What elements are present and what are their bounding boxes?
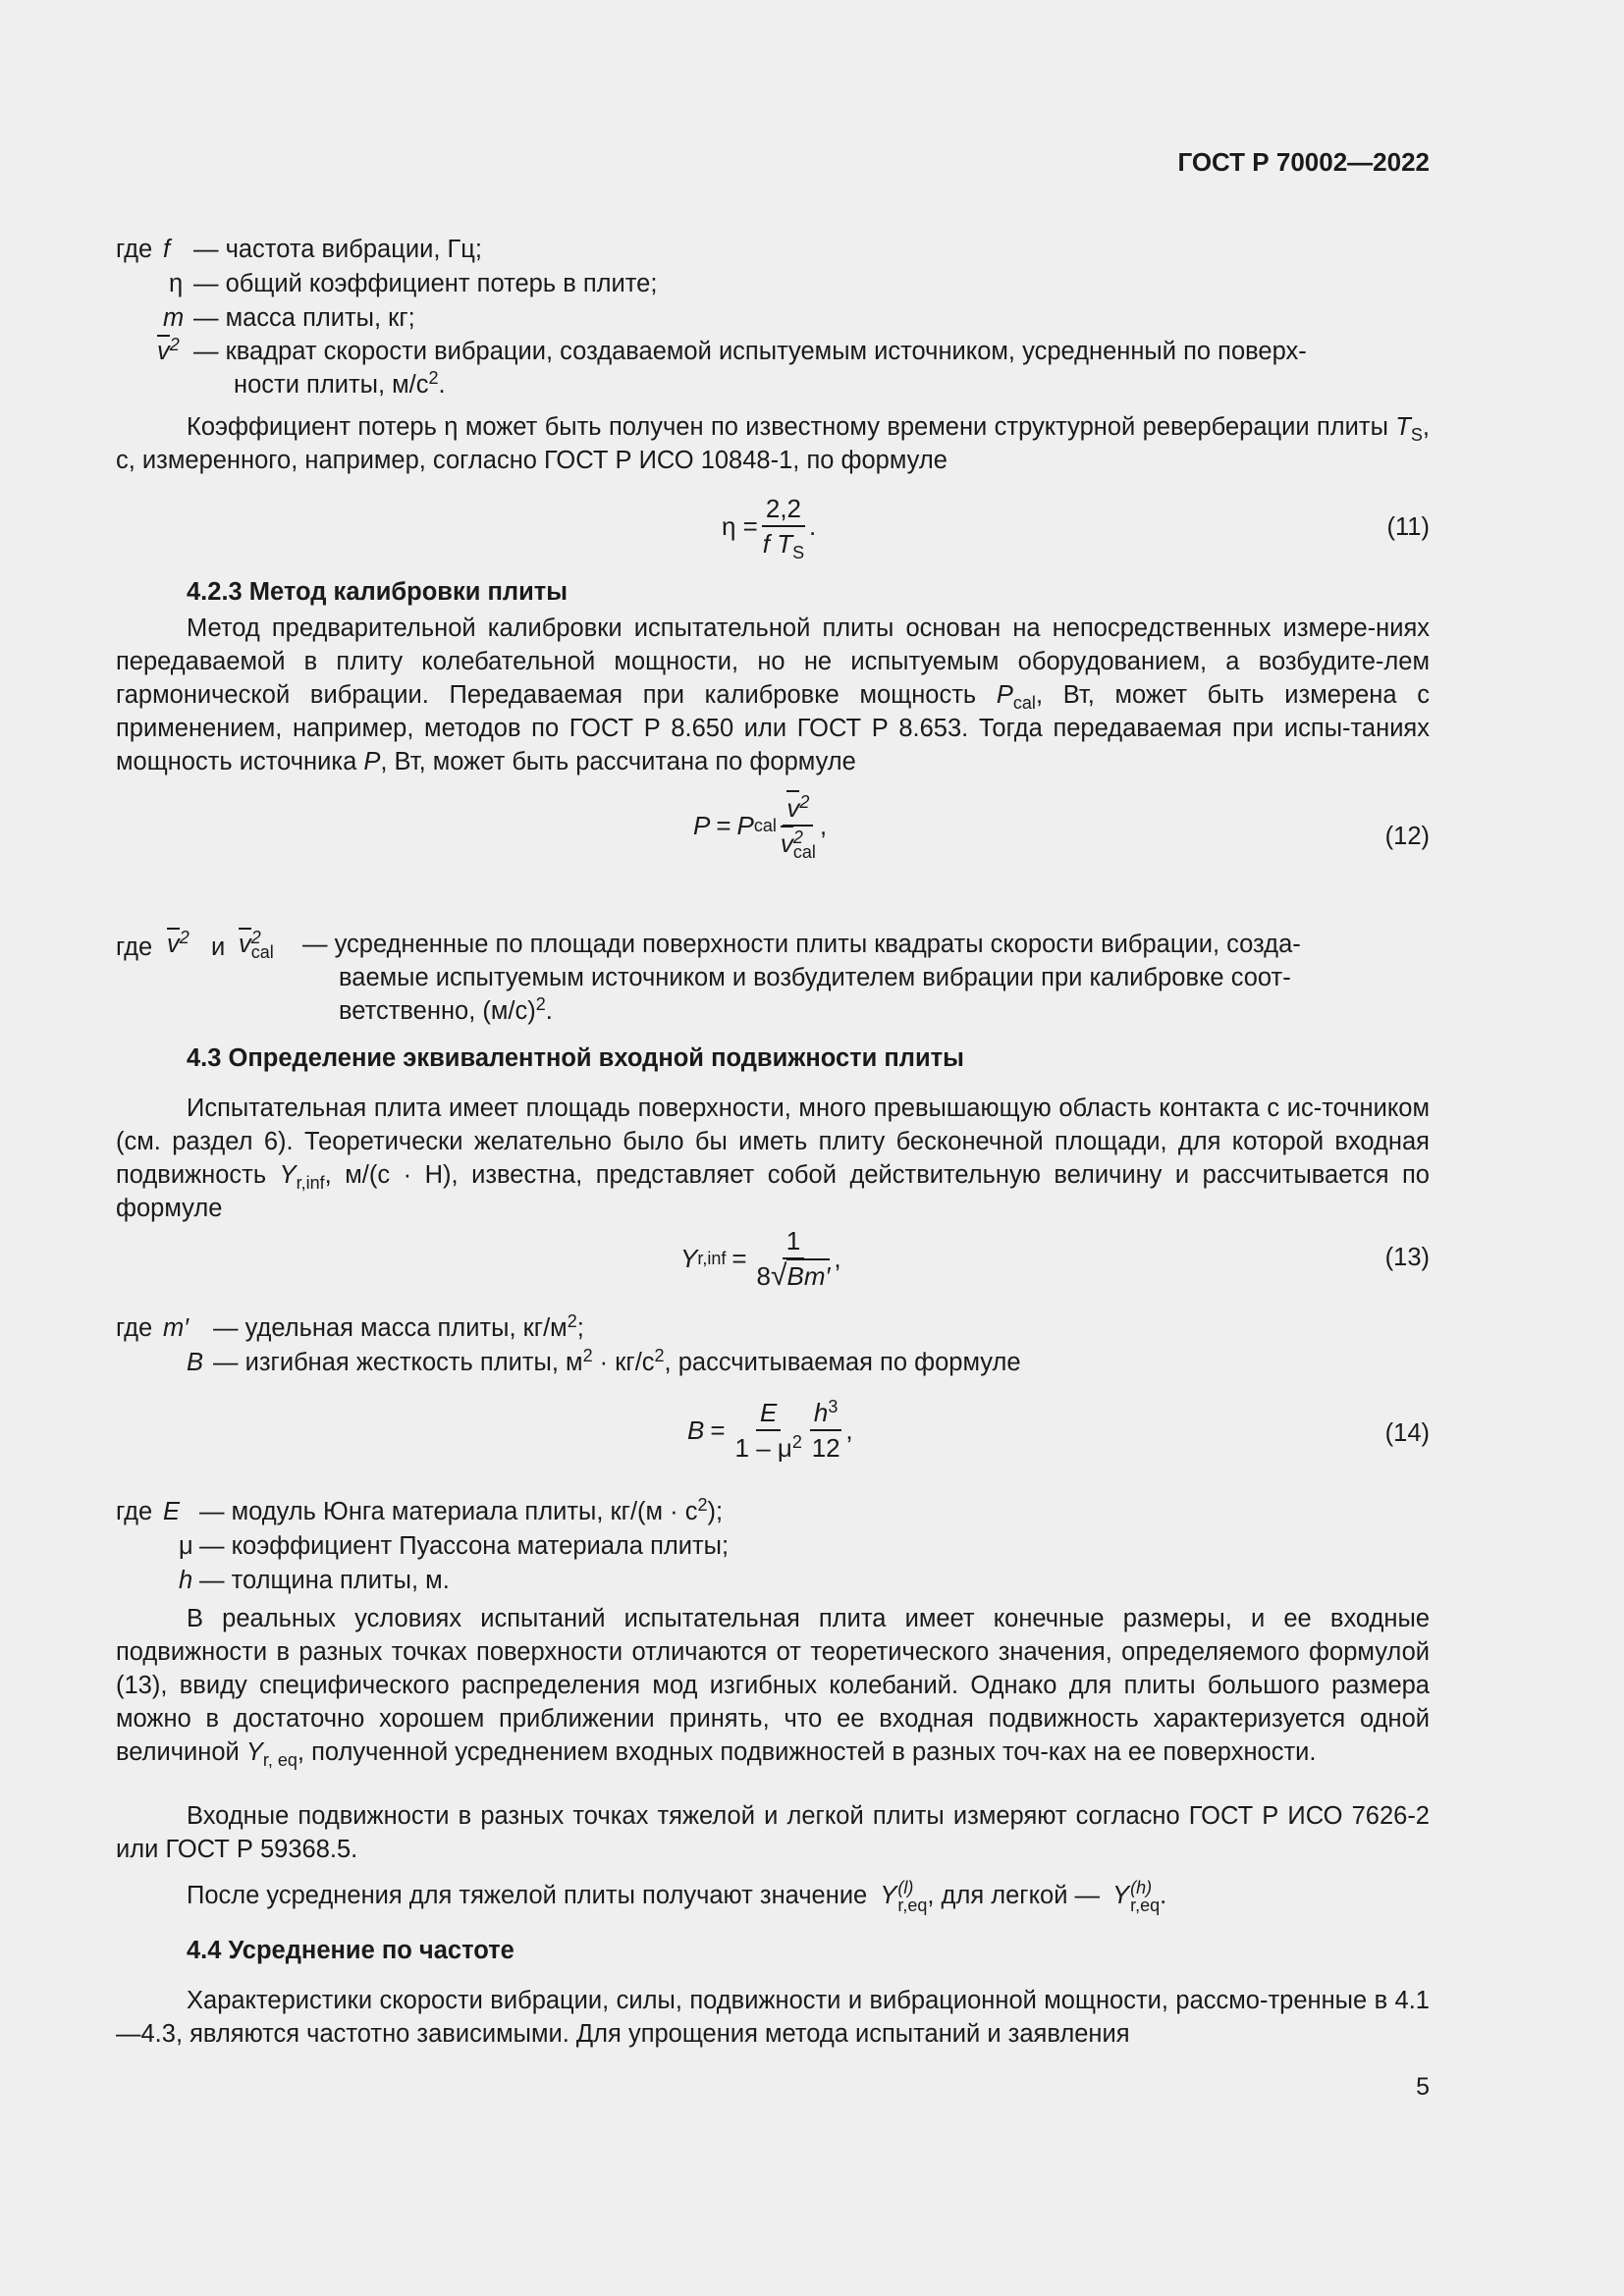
equation-14: B = $\frac{E}{1 - \mu^2}$ $\frac{h^3}{12}$ , [687, 1397, 853, 1463]
paragraph-input-mobilities: Входные подвижности в разных точках тяжелой и легкой плиты измеряют согласно ГОСТ Р ИСО 7626-2 или ГОСТ Р 59368.5. [116, 1802, 1430, 1863]
section-heading-4-2-3: 4.2.3 Метод калибровки плиты [187, 578, 568, 606]
where-label-4: где [116, 1498, 153, 1525]
document-id: ГОСТ Р 70002—2022 [1177, 147, 1430, 177]
symbol-B: B [187, 1349, 204, 1376]
section-heading-4-3: 4.3 Определение эквивалентной входной подвижности плиты [187, 1044, 964, 1072]
def-v-avg-line1: — усредненные по площади поверхности плиты квадраты скорости вибрации, созда- [302, 931, 1301, 958]
equation-number-13: (13) [1384, 1244, 1430, 1271]
page-number: 5 [1416, 2073, 1430, 2101]
symbol-v-cal-squared: $v^2_{cal}$ [239, 928, 274, 962]
def-eta: — общий коэффициент потерь в плите; [193, 270, 658, 297]
equation-11: η = $\frac{2,2}{f T_S}$ . [722, 494, 817, 562]
paragraph-frequency-averaging: Характеристики скорости вибрации, силы, подвижности и вибрационной мощности, рассмо-тренные в 4.1—4.3, являются частотно зависимыми. Для упрощения метода испытаний и заявления [116, 1987, 1430, 2048]
def-f: — частота вибрации, Гц; [193, 236, 482, 263]
def-m-prime: — удельная масса плиты, $кг/м^2$; [213, 1311, 584, 1342]
paragraph-real-conditions: В реальных условиях испытаний испытательная плита имеет конечные размеры, и ее входные подвижности в разных точках поверхности отличаются от теоретического значения, определяемого формулой (13), ввиду специфического распределения мод изгибных колебаний. Однако для плиты большого размера можно в достаточно хорошем приближении принять, что ее входная подвижность характеризуется одной величиной $Y_{r, eq}$, полученной усреднением входных подвижностей в разных точ-ках на ее поверхности. [116, 1605, 1430, 1770]
paragraph-loss-factor: Коэффициент потерь η может быть получен по известному времени структурной реверберации плиты $T_S$, с, измеренного, например, согласно ГОСТ Р ИСО 10848-1, по формуле [116, 413, 1430, 474]
symbol-h: h [179, 1567, 193, 1594]
section-heading-4-4: 4.4 Усреднение по частоте [187, 1937, 514, 1964]
paragraph-after-averaging: После усреднения для тяжелой плиты получают значение Y (l) r,eq , для легкой — Y (h) r,eq . [187, 1878, 1167, 1916]
symbol-E: E [163, 1498, 181, 1525]
symbol-m-prime: m′ [163, 1314, 189, 1342]
symbol-f: f [163, 236, 171, 263]
equation-number-12: (12) [1384, 823, 1430, 850]
where-label-3: где [116, 1314, 153, 1342]
symbol-eta: η [169, 270, 184, 297]
where-label: где [116, 236, 153, 263]
symbol-m: m [163, 304, 185, 332]
def-v-avg-line2: ваемые испытуемым источником и возбудителем вибрации при калибровке соот- [339, 964, 1291, 991]
def-v-line1: — квадрат скорости вибрации, создаваемой испытуемым источником, усредненный по поверх- [193, 338, 1307, 365]
def-m: — масса плиты, кг; [193, 304, 415, 332]
def-mu: — коэффициент Пуассона материала плиты; [199, 1532, 730, 1560]
paragraph-mobility: Испытательная плита имеет площадь поверхности, много превышающую область контакта с ис-точником (см. раздел 6). Теоретически желательно было бы иметь плиту бесконечной площади, для которой входная подвижность $Y_{r,inf}$, м/(с · Н), известна, представляет собой действительную величину и рассчитывается по формуле [116, 1095, 1430, 1222]
symbol-v-squared: $v^2$ [157, 335, 180, 365]
equation-12: P = P cal $\frac{v^2}{v^2_{cal}}$ , [693, 792, 828, 862]
def-v-line2: ности плиты, $м/с^2$. [234, 368, 446, 399]
def-B: — изгибная жесткость плиты, $м^2 \cdot кг/с^2$, рассчитываемая по формуле [213, 1346, 1021, 1376]
equation-13: Y r,inf = $\frac{1}{8√Bm'}$ , [680, 1226, 841, 1292]
def-E: — модуль Юнга материала плиты, $кг/(м \cdot с^2)$; [199, 1495, 724, 1525]
and-label: и [211, 934, 226, 961]
symbol-mu: μ [179, 1532, 193, 1560]
def-h: — толщина плиты, м. [199, 1567, 450, 1594]
def-v-avg-line3: ветственно, $(м/с)^2$. [339, 994, 553, 1025]
paragraph-calibration: Метод предварительной калибровки испытательной плиты основан на непосредственных измере-ниях передаваемой в плиту колебательной мощности, но не испытуемым оборудованием, а возбудите-лем гармонической вибрации. Передаваемая при калибровке мощность $P_{cal}$, Вт, может быть измерена с применением, например, методов по ГОСТ Р 8.650 или ГОСТ Р 8.653. Тогда передаваемая при испы-таниях мощность источника P, Вт, может быть рассчитана по формуле [116, 614, 1430, 775]
equation-number-14: (14) [1384, 1419, 1430, 1447]
where-label-2: где [116, 934, 153, 961]
equation-number-11: (11) [1386, 513, 1430, 541]
symbol-v-squared-avg: $v^2$ [167, 928, 189, 958]
